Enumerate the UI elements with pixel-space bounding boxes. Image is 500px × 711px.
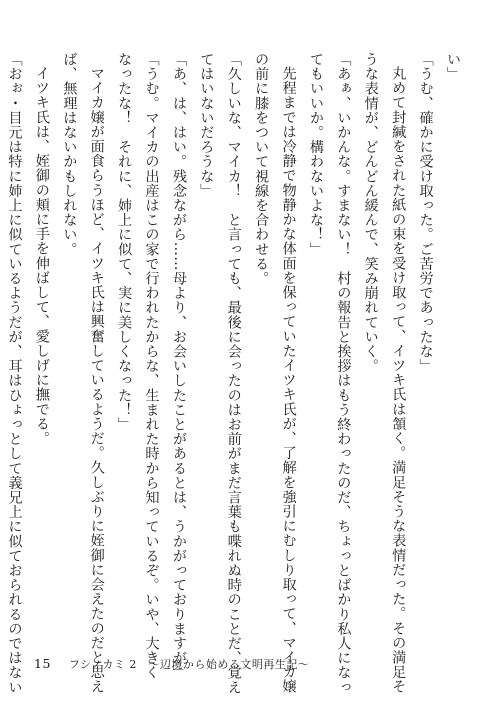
text-line: 「おぉ・目元は特に姉上に似ているようだが、耳はひょっとして義兄上に似ておられるのではない — [6, 52, 23, 695]
text-line: 先程までは冷静で物静かな体面を保っていたイツキ氏が、了解を強引にむしり取って、マイカ嬢 — [280, 66, 297, 694]
text-line: うな表情が、どんどん緩んで、笑み崩れていく。 — [362, 52, 379, 374]
text-line: 「うむ。マイカの出産はこの家で行われたからな、生まれた時から知っているぞ。いや、大きく — [143, 52, 160, 680]
text-line: 「うむ、確かに受け取った。ご苦労であったな」 — [417, 52, 434, 374]
text-line: 「久しいな、マイカ！ と言っても、最後に会ったのはお前がまだ言葉も喋れぬ時のことだ、覚え — [225, 52, 242, 695]
text-line: の前に膝をついて視線を合わせる。 — [253, 52, 270, 286]
text-line: 丸めて封緘をされた紙の束を受け取って、イツキ氏は頷く。満足そうな表情だった。その満足そ — [390, 66, 407, 694]
text-line: イツキ氏は、姪御の頬に手を伸ばして、愛しげに撫でる。 — [33, 66, 50, 446]
text-line: てもいいか。構わないよな！」 — [307, 52, 324, 257]
text-line: い」 — [445, 52, 461, 82]
text-line: なったな！ それに、姉上に似て、実に美しくなった！」 — [116, 52, 133, 432]
text-line: マイカ嬢が面食らうほど、イツキ氏は興奮しているようだ。久しぶりに姪御に会えたのだと思え — [88, 66, 105, 694]
text-line: 「あ、は、はい。残念ながら……母より、お会いしたことがあるとは、うかがっておりますが」 — [170, 52, 187, 680]
text-line: てはいないだろうな」 — [198, 52, 215, 198]
text-line: ば、無理はないかもしれない。 — [61, 52, 78, 257]
page-number: 15 — [34, 656, 51, 671]
text-line: 「あぁ、いかんな。すまない！ 村の報告と挨拶はもう終わったのだ、ちょっとばかり私人になっ — [335, 52, 352, 695]
page-footer — [34, 656, 309, 672]
running-title: フシノカミ 2 ～辺境から始める文明再生記～ — [68, 658, 310, 671]
